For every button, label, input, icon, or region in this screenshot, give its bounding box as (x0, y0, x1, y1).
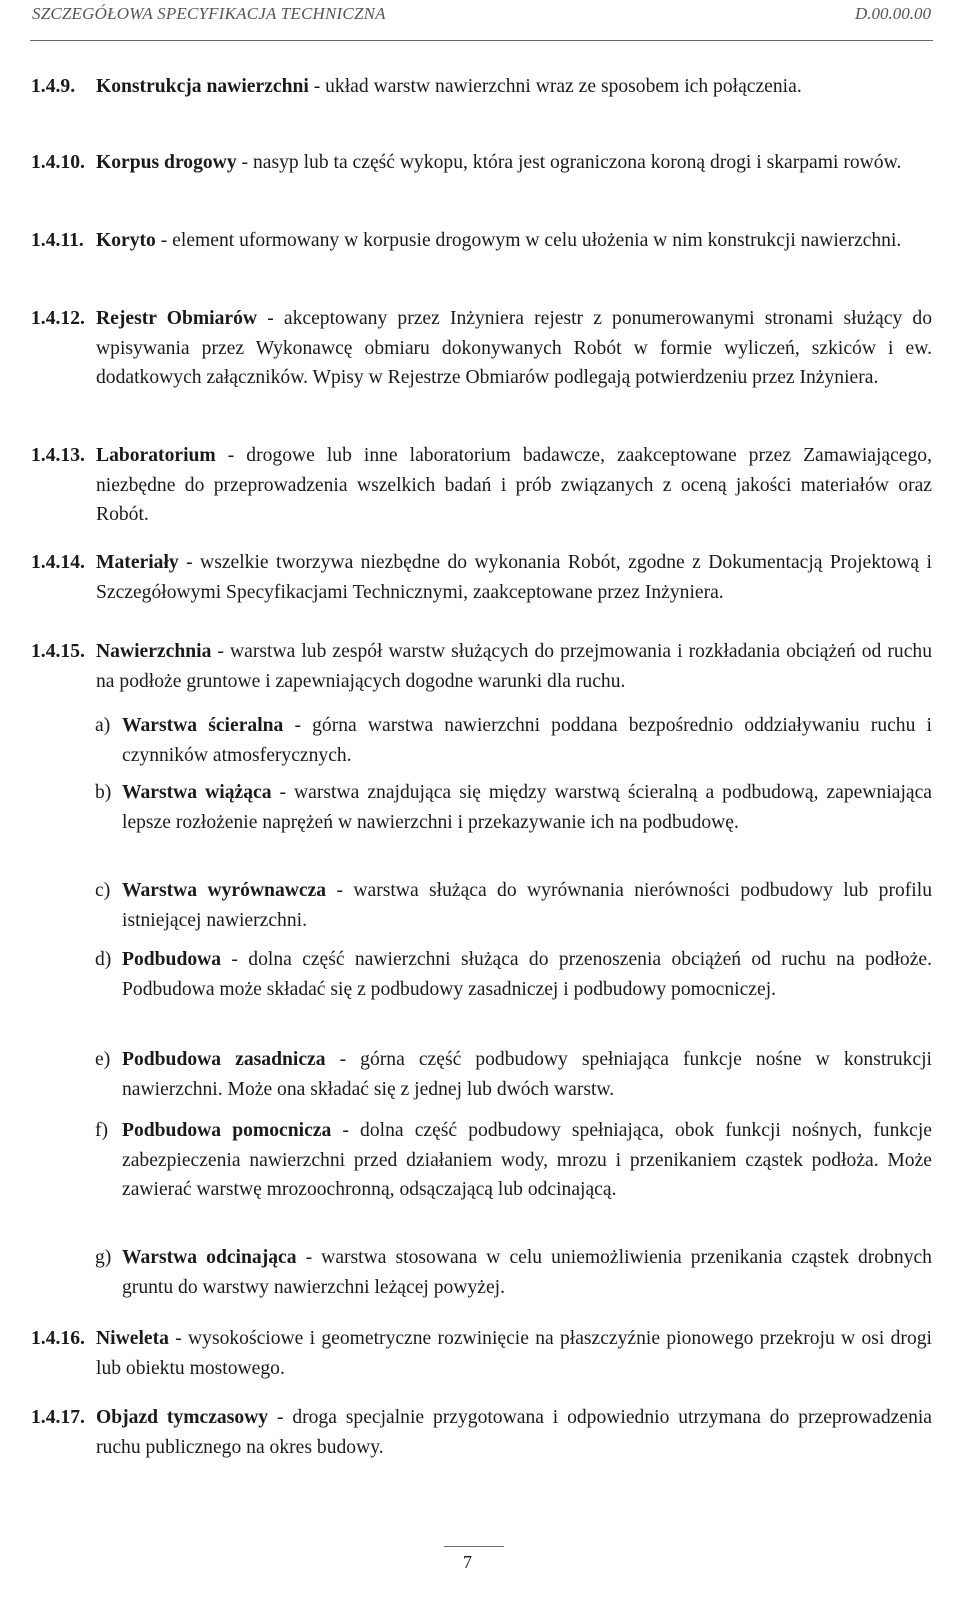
definition-term: Rejestr Obmiarów (96, 308, 258, 329)
definition-text (96, 441, 932, 530)
sublayer-label: c) (95, 880, 111, 901)
sublayer-body: - górna część podbudowy spełniająca funkcje nośne w konstrukcji nawierzchni. Może ona składać się z jednej lub dwóch warstw. (122, 1049, 932, 1100)
sublayer-item (0, 1116, 960, 1205)
header-title: SZCZEGÓŁOWA SPECYFIKACJA TECHNICZNA (32, 4, 386, 23)
definition-body: - droga specjalnie przygotowana i odpowiednio utrzymana do przeprowadzenia ruchu publicznego na okres budowy. (96, 1407, 932, 1458)
definition-text (96, 1324, 932, 1383)
sublayer-body: - warstwa służąca do wyrównania nierówności podbudowy lub profilu istniejącej nawierzchni. (122, 880, 932, 931)
sublayer-body: - warstwa stosowana w celu uniemożliwienia przenikania cząstek drobnych gruntu do warstwy nawierzchni leżącej powyżej. (122, 1247, 932, 1298)
definition-term: Koryto (96, 230, 156, 251)
sublayer-term: Warstwa wyrównawcza (122, 880, 327, 901)
sublayer-item (0, 1045, 960, 1104)
definition-number: 1.4.10. (31, 152, 85, 173)
sublayer-label: a) (95, 715, 111, 736)
page-header (30, 0, 933, 41)
sublayer-item (0, 876, 960, 935)
definition-item (0, 226, 960, 256)
definition-number: 1.4.15. (31, 641, 85, 662)
definition-text (96, 226, 932, 256)
definition-term: Korpus drogowy (96, 152, 237, 173)
definition-body: - akceptowany przez Inżyniera rejestr z ponumerowanymi stronami służący do wpisywania przez Wykonawcę obmiaru dokonywanych Robót w formie wyliczeń, szkiców i ew. dodatkowych załączników. Wpisy w Rejestrze Obmiarów podlegają potwierdzeniu przez Inżyniera. (96, 308, 932, 388)
sublayer-term: Podbudowa (122, 949, 222, 970)
definition-body: - warstwa lub zespół warstw służących do przejmowania i rozkładania obciążeń od ruchu na podłoże gruntowe i zapewniających dogodne warunki dla ruchu. (96, 641, 932, 692)
sublayer-body: - warstwa znajdująca się między warstwą ścieralną a podbudową, zapewniająca lepsze rozłożenie naprężeń w nawierzchni i przekazywanie ich na podbudowę. (122, 782, 932, 833)
definition-body: - nasyp lub ta część wykopu, która jest ograniczona koroną drogi i skarpami rowów. (236, 152, 902, 173)
definition-item (0, 304, 960, 393)
sublayer-term: Podbudowa pomocnicza (122, 1120, 332, 1141)
definition-body: - układ warstw nawierzchni wraz ze sposobem ich połączenia. (308, 76, 802, 97)
sublayer-text (122, 1045, 932, 1104)
definition-term: Konstrukcja nawierzchni (96, 76, 309, 97)
sublayer-text (122, 711, 932, 770)
definition-item (0, 1324, 960, 1383)
sublayer-label: d) (95, 949, 112, 970)
definition-number: 1.4.17. (31, 1407, 85, 1428)
sublayer-label: f) (95, 1120, 109, 1141)
definition-text (96, 304, 932, 393)
definition-text (96, 148, 932, 178)
definition-term: Nawierzchnia (96, 641, 212, 662)
sublayer-label: b) (95, 782, 112, 803)
definition-item (0, 72, 960, 102)
definition-item (0, 637, 960, 696)
definition-number: 1.4.11. (31, 230, 84, 251)
definition-number: 1.4.9. (31, 76, 76, 97)
definition-body: - drogowe lub inne laboratorium badawcze, zaakceptowane przez Zamawiającego, niezbędne do przeprowadzenia wszelkich badań i prób związanych z oceną jakości materiałów oraz Robót. (96, 445, 932, 525)
sublayer-term: Warstwa ścieralna (122, 715, 284, 736)
sublayer-item (0, 778, 960, 837)
definition-term: Objazd tymczasowy (96, 1407, 269, 1428)
sublayer-body: - dolna część nawierzchni służąca do przenoszenia obciążeń od ruchu na podłoże. Podbudowa może składać się z podbudowy zasadniczej i podbudowy pomocniczej. (122, 949, 932, 1000)
definition-body: - element uformowany w korpusie drogowym w celu ułożenia w nim konstrukcji nawierzchni. (155, 230, 902, 251)
sublayer-item (0, 1243, 960, 1302)
sublayer-term: Warstwa wiążąca (122, 782, 272, 803)
definition-item (0, 548, 960, 607)
definition-term: Materiały (96, 552, 179, 573)
sublayer-body: - dolna część podbudowy spełniająca, obok funkcji nośnych, funkcje zabezpieczenia nawierzchni przed działaniem wody, mrozu i przenikaniem cząstek podłoża. Może zawierać warstwę mrozoochronną, odsączającą lub odcinającą. (122, 1120, 933, 1200)
definition-number: 1.4.16. (31, 1328, 85, 1349)
footer-rule (444, 1546, 504, 1547)
definition-term: Laboratorium (96, 445, 216, 466)
sublayer-term: Podbudowa zasadnicza (122, 1049, 326, 1070)
definition-text (96, 637, 932, 696)
definition-body: - wszelkie tworzywa niezbędne do wykonania Robót, zgodne z Dokumentacją Projektową i Szczegółowymi Specyfikacjami Technicznymi, zaakceptowane przez Inżyniera. (96, 552, 932, 603)
sublayer-body: - górna warstwa nawierzchni poddana bezpośrednio oddziaływaniu ruchu i czynników atmosferycznych. (122, 715, 932, 766)
sublayer-label: e) (95, 1049, 111, 1070)
sublayer-text (122, 1116, 932, 1205)
definition-text (96, 72, 932, 102)
definition-item (0, 441, 960, 530)
header-code: D.00.00.00 (854, 4, 931, 23)
sublayer-item (0, 711, 960, 770)
definition-number: 1.4.13. (31, 445, 85, 466)
definition-item (0, 148, 960, 178)
sublayer-term: Warstwa odcinająca (122, 1247, 297, 1268)
sublayer-text (122, 945, 932, 1004)
sublayer-text (122, 876, 932, 935)
definition-item (0, 1403, 960, 1462)
definition-text (96, 1403, 932, 1462)
sublayer-text (122, 1243, 932, 1302)
page-number: 7 (463, 1552, 472, 1572)
sublayer-label: g) (95, 1247, 112, 1268)
definition-number: 1.4.12. (31, 308, 85, 329)
definition-text (96, 548, 932, 607)
definition-number: 1.4.14. (31, 552, 85, 573)
sublayer-text (122, 778, 932, 837)
sublayer-item (0, 945, 960, 1004)
definition-term: Niweleta (96, 1328, 169, 1349)
definition-body: - wysokościowe i geometryczne rozwinięcie na płaszczyźnie pionowego przekroju w osi drogi lub obiektu mostowego. (96, 1328, 932, 1379)
